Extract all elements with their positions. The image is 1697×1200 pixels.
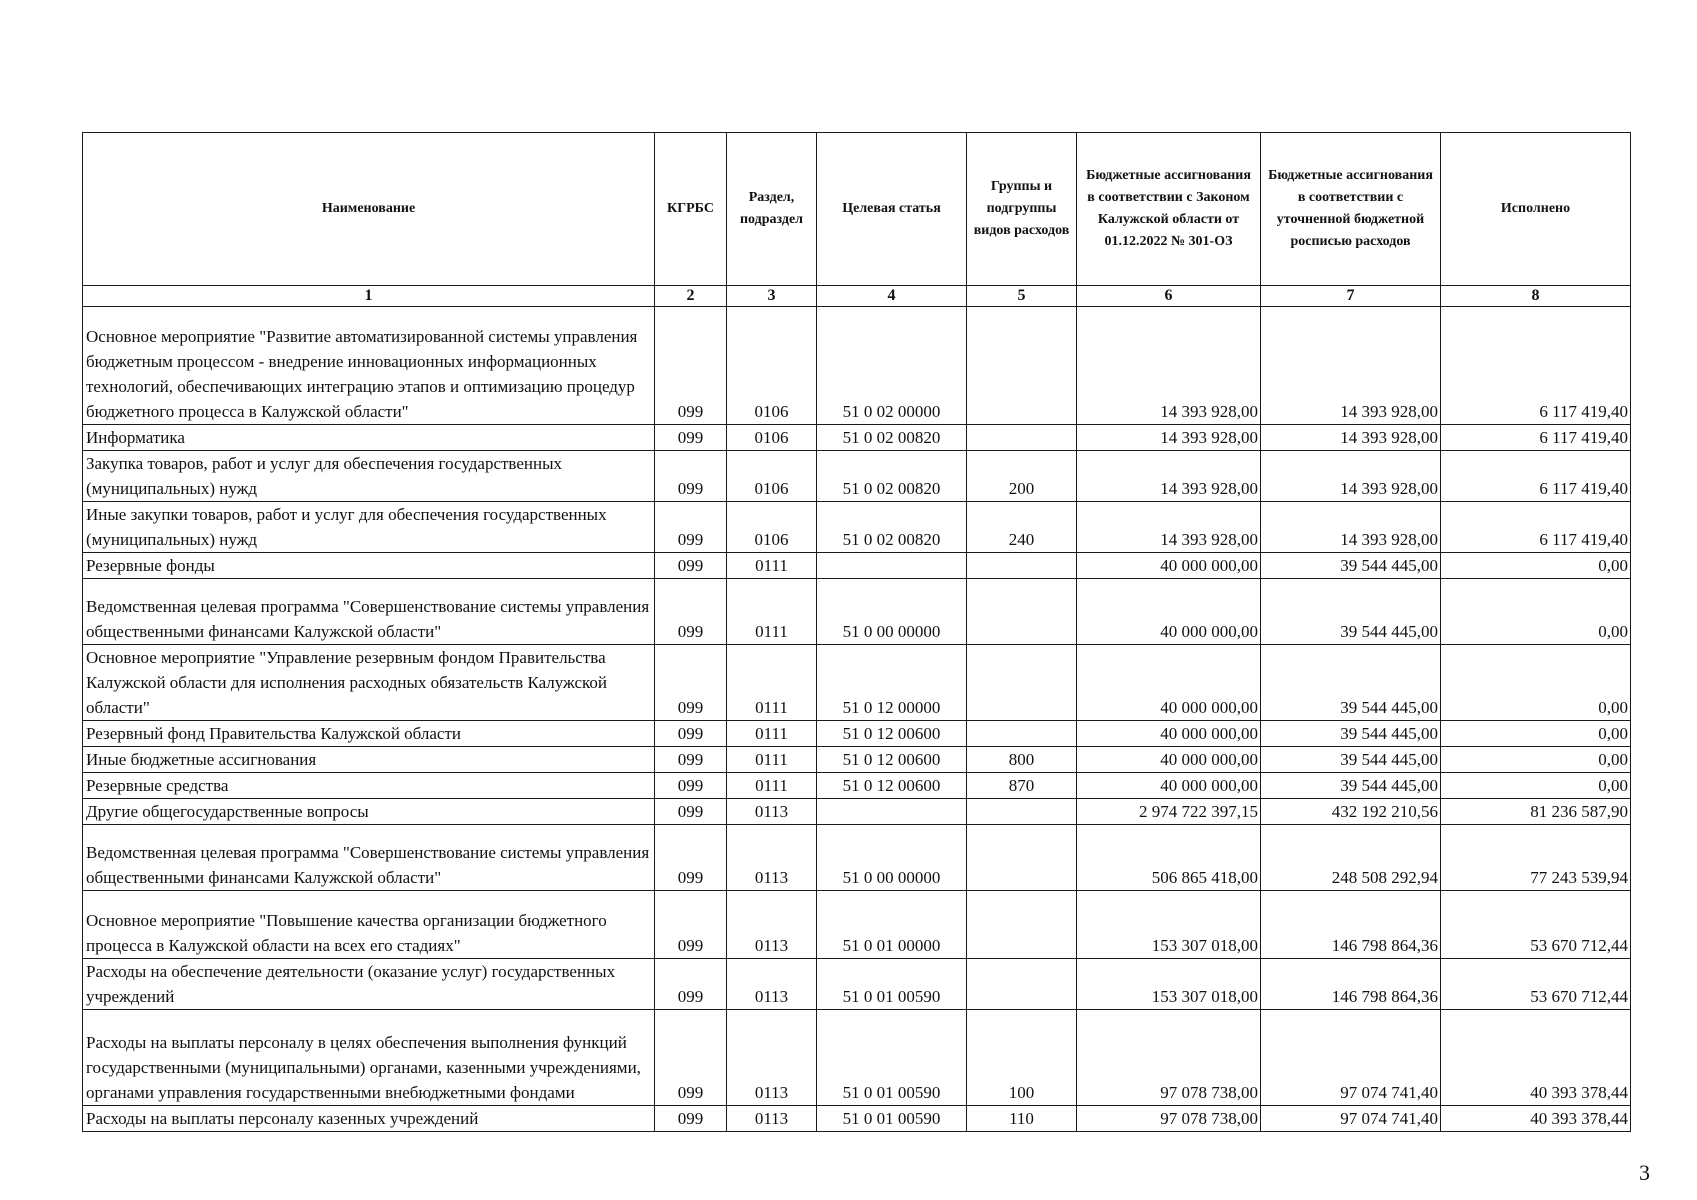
row-name: Информатика	[83, 425, 655, 451]
row-law: 97 078 738,00	[1077, 1106, 1261, 1132]
row-group	[967, 645, 1077, 721]
header-kgrbs: КГРБС	[655, 133, 727, 286]
row-name: Основное мероприятие "Управление резервным фондом Правительства Калужской области для исполнения расходных обязательств Калужской области"	[83, 645, 655, 721]
row-kgrbs: 099	[655, 645, 727, 721]
row-updated: 14 393 928,00	[1261, 451, 1441, 502]
row-law: 40 000 000,00	[1077, 747, 1261, 773]
row-name: Расходы на обеспечение деятельности (оказание услуг) государственных учреждений	[83, 959, 655, 1010]
row-law: 97 078 738,00	[1077, 1010, 1261, 1106]
row-law: 2 974 722 397,15	[1077, 799, 1261, 825]
row-section: 0113	[727, 1010, 817, 1106]
row-name: Резервные средства	[83, 773, 655, 799]
row-kgrbs: 099	[655, 502, 727, 553]
row-executed: 6 117 419,40	[1441, 425, 1631, 451]
row-name: Закупка товаров, работ и услуг для обеспечения государственных (муниципальных) нужд	[83, 451, 655, 502]
row-law: 14 393 928,00	[1077, 307, 1261, 425]
row-section: 0111	[727, 747, 817, 773]
row-executed: 77 243 539,94	[1441, 825, 1631, 891]
row-law: 40 000 000,00	[1077, 579, 1261, 645]
row-target: 51 0 00 00000	[817, 579, 967, 645]
row-name: Ведомственная целевая программа "Совершенствование системы управления общественными финансами Калужской области"	[83, 825, 655, 891]
table-row	[83, 579, 1631, 645]
row-group: 110	[967, 1106, 1077, 1132]
row-kgrbs: 099	[655, 959, 727, 1010]
row-executed: 6 117 419,40	[1441, 502, 1631, 553]
row-target: 51 0 02 00000	[817, 307, 967, 425]
row-updated: 97 074 741,40	[1261, 1106, 1441, 1132]
header-executed: Исполнено	[1441, 133, 1631, 286]
table-row	[83, 645, 1631, 721]
budget-table	[82, 132, 1631, 1132]
row-executed: 6 117 419,40	[1441, 307, 1631, 425]
table-row	[83, 1010, 1631, 1106]
row-target: 51 0 12 00600	[817, 747, 967, 773]
row-name: Иные бюджетные ассигнования	[83, 747, 655, 773]
row-group: 200	[967, 451, 1077, 502]
row-law: 40 000 000,00	[1077, 773, 1261, 799]
row-target	[817, 799, 967, 825]
row-updated: 39 544 445,00	[1261, 553, 1441, 579]
row-target: 51 0 12 00000	[817, 645, 967, 721]
row-updated: 146 798 864,36	[1261, 891, 1441, 959]
table-row	[83, 799, 1631, 825]
column-number: 2	[655, 286, 727, 307]
row-kgrbs: 099	[655, 825, 727, 891]
row-kgrbs: 099	[655, 1010, 727, 1106]
row-executed: 40 393 378,44	[1441, 1106, 1631, 1132]
row-group	[967, 721, 1077, 747]
row-executed: 0,00	[1441, 645, 1631, 721]
row-kgrbs: 099	[655, 891, 727, 959]
column-number: 1	[83, 286, 655, 307]
row-updated: 39 544 445,00	[1261, 747, 1441, 773]
row-group	[967, 307, 1077, 425]
row-law: 506 865 418,00	[1077, 825, 1261, 891]
row-updated: 97 074 741,40	[1261, 1010, 1441, 1106]
row-updated: 432 192 210,56	[1261, 799, 1441, 825]
row-target: 51 0 01 00590	[817, 1010, 967, 1106]
row-law: 14 393 928,00	[1077, 451, 1261, 502]
row-law: 40 000 000,00	[1077, 553, 1261, 579]
table-row	[83, 773, 1631, 799]
row-target: 51 0 12 00600	[817, 721, 967, 747]
row-kgrbs: 099	[655, 773, 727, 799]
table-row	[83, 502, 1631, 553]
column-number: 7	[1261, 286, 1441, 307]
row-section: 0111	[727, 773, 817, 799]
row-executed: 0,00	[1441, 553, 1631, 579]
row-updated: 39 544 445,00	[1261, 645, 1441, 721]
row-section: 0113	[727, 959, 817, 1010]
row-target: 51 0 01 00590	[817, 959, 967, 1010]
row-section: 0113	[727, 891, 817, 959]
table-row	[83, 1106, 1631, 1132]
table-row	[83, 307, 1631, 425]
row-target: 51 0 12 00600	[817, 773, 967, 799]
row-kgrbs: 099	[655, 425, 727, 451]
row-executed: 0,00	[1441, 579, 1631, 645]
row-kgrbs: 099	[655, 553, 727, 579]
table-row	[83, 825, 1631, 891]
row-group	[967, 959, 1077, 1010]
row-executed: 0,00	[1441, 747, 1631, 773]
row-name: Расходы на выплаты персоналу в целях обеспечения выполнения функций государственными (муниципальными) органами, казенными учреждениями, органами управления государственными внебюджетными фондами	[83, 1010, 655, 1106]
row-executed: 0,00	[1441, 773, 1631, 799]
row-name: Резервный фонд Правительства Калужской области	[83, 721, 655, 747]
row-name: Другие общегосударственные вопросы	[83, 799, 655, 825]
row-section: 0113	[727, 825, 817, 891]
row-kgrbs: 099	[655, 307, 727, 425]
row-updated: 39 544 445,00	[1261, 773, 1441, 799]
row-section: 0111	[727, 721, 817, 747]
row-section: 0111	[727, 553, 817, 579]
row-updated: 14 393 928,00	[1261, 307, 1441, 425]
row-executed: 0,00	[1441, 721, 1631, 747]
table-row	[83, 553, 1631, 579]
row-executed: 6 117 419,40	[1441, 451, 1631, 502]
row-executed: 40 393 378,44	[1441, 1010, 1631, 1106]
row-target: 51 0 00 00000	[817, 825, 967, 891]
row-kgrbs: 099	[655, 799, 727, 825]
row-law: 14 393 928,00	[1077, 425, 1261, 451]
row-updated: 39 544 445,00	[1261, 721, 1441, 747]
row-updated: 39 544 445,00	[1261, 579, 1441, 645]
row-group: 800	[967, 747, 1077, 773]
row-kgrbs: 099	[655, 721, 727, 747]
row-group	[967, 579, 1077, 645]
table-row	[83, 959, 1631, 1010]
row-target: 51 0 01 00590	[817, 1106, 967, 1132]
row-target: 51 0 02 00820	[817, 451, 967, 502]
row-target: 51 0 02 00820	[817, 425, 967, 451]
row-executed: 81 236 587,90	[1441, 799, 1631, 825]
page-number: 3	[1639, 1160, 1650, 1185]
column-number-row	[83, 286, 1631, 307]
row-law: 14 393 928,00	[1077, 502, 1261, 553]
row-group: 100	[967, 1010, 1077, 1106]
table-row	[83, 721, 1631, 747]
row-target: 51 0 02 00820	[817, 502, 967, 553]
row-name: Основное мероприятие "Повышение качества организации бюджетного процесса в Калужской области на всех его стадиях"	[83, 891, 655, 959]
row-updated: 146 798 864,36	[1261, 959, 1441, 1010]
row-target	[817, 553, 967, 579]
header-target: Целевая статья	[817, 133, 967, 286]
row-name: Иные закупки товаров, работ и услуг для обеспечения государственных (муниципальных) нужд	[83, 502, 655, 553]
row-group	[967, 825, 1077, 891]
row-law: 153 307 018,00	[1077, 891, 1261, 959]
row-section: 0111	[727, 645, 817, 721]
row-name: Основное мероприятие "Развитие автоматизированной системы управления бюджетным процессом - внедрение инновационных информационных технологий, обеспечивающих интеграцию этапов и оптимизацию процедур бюджетного процесса в Калужской области"	[83, 307, 655, 425]
row-section: 0113	[727, 799, 817, 825]
row-law: 40 000 000,00	[1077, 645, 1261, 721]
table-row	[83, 891, 1631, 959]
row-name: Ведомственная целевая программа "Совершенствование системы управления общественными финансами Калужской области"	[83, 579, 655, 645]
row-group: 870	[967, 773, 1077, 799]
row-kgrbs: 099	[655, 747, 727, 773]
column-number: 8	[1441, 286, 1631, 307]
header-budget-updated: Бюджетные ассигнования в соответствии с уточненной бюджетной росписью расходов	[1261, 133, 1441, 286]
header-groups: Группы и подгруппы видов расходов	[967, 133, 1077, 286]
row-kgrbs: 099	[655, 1106, 727, 1132]
column-number: 5	[967, 286, 1077, 307]
row-group	[967, 799, 1077, 825]
table-row	[83, 747, 1631, 773]
table-row	[83, 425, 1631, 451]
column-number: 6	[1077, 286, 1261, 307]
row-updated: 248 508 292,94	[1261, 825, 1441, 891]
row-group	[967, 553, 1077, 579]
row-law: 153 307 018,00	[1077, 959, 1261, 1010]
row-section: 0113	[727, 1106, 817, 1132]
row-law: 40 000 000,00	[1077, 721, 1261, 747]
row-kgrbs: 099	[655, 579, 727, 645]
header-name: Наименование	[83, 133, 655, 286]
row-executed: 53 670 712,44	[1441, 959, 1631, 1010]
row-updated: 14 393 928,00	[1261, 425, 1441, 451]
row-group	[967, 891, 1077, 959]
row-section: 0106	[727, 502, 817, 553]
row-group	[967, 425, 1077, 451]
row-section: 0106	[727, 425, 817, 451]
table-header-row	[83, 133, 1631, 286]
header-budget-law: Бюджетные ассигнования в соответствии с Законом Калужской области от 01.12.2022 № 301-ОЗ	[1077, 133, 1261, 286]
row-group: 240	[967, 502, 1077, 553]
header-section: Раздел, подраздел	[727, 133, 817, 286]
column-number: 3	[727, 286, 817, 307]
row-section: 0111	[727, 579, 817, 645]
row-name: Расходы на выплаты персоналу казенных учреждений	[83, 1106, 655, 1132]
row-section: 0106	[727, 451, 817, 502]
row-target: 51 0 01 00000	[817, 891, 967, 959]
row-executed: 53 670 712,44	[1441, 891, 1631, 959]
row-section: 0106	[727, 307, 817, 425]
column-number: 4	[817, 286, 967, 307]
table-row	[83, 451, 1631, 502]
row-name: Резервные фонды	[83, 553, 655, 579]
row-updated: 14 393 928,00	[1261, 502, 1441, 553]
row-kgrbs: 099	[655, 451, 727, 502]
